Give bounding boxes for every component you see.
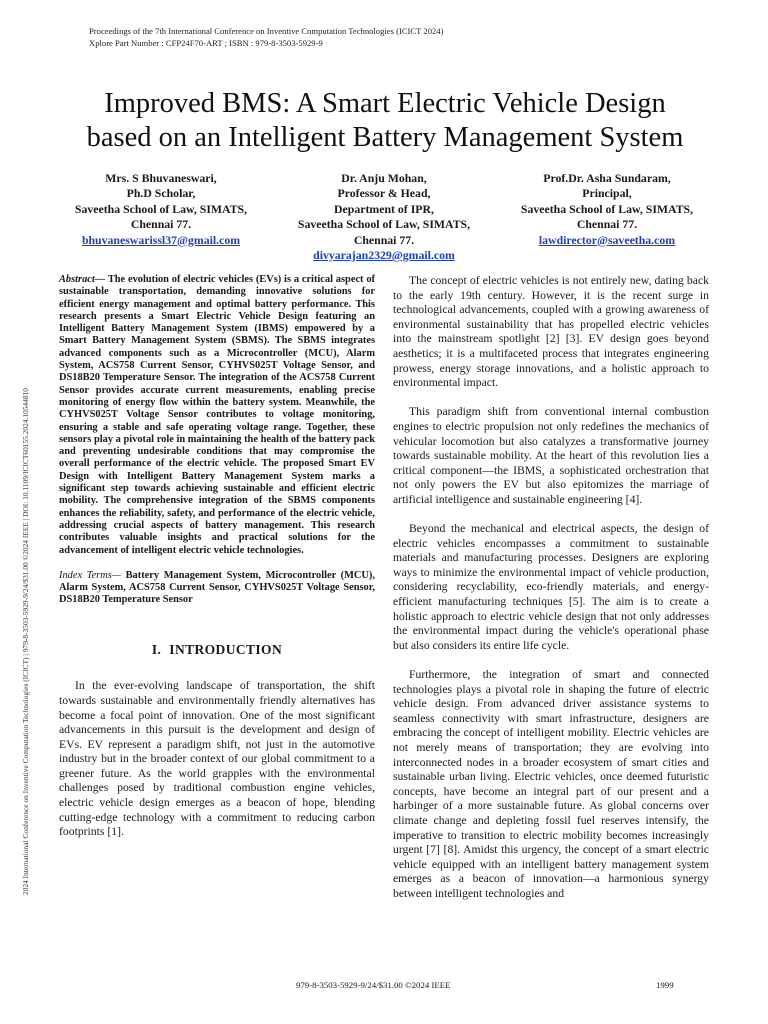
left-column [59, 274, 375, 854]
author-city: Chennai 77. [353, 232, 415, 247]
index-terms [59, 570, 375, 607]
author-email-link[interactable]: divyarajan2329@gmail.com [313, 248, 455, 263]
abstract-text: The evolution of electric vehicles (EVs) is a critical aspect of sustainable transportation, demanding innovative solutions for efficient energy management and optimal battery performance. This research presents a Smart Electric Vehicle Design featuring an Intelligent Battery Management System (IBMS) empowered by a Smart Battery Management System (SBMS). The SBMS integrates advanced components such as a Microcontroller (MCU), Alarm System, ACS758 Current Sensor, CYHVS025T Voltage Sensor, and DS18B20 Temperature Sensor. The integration of the ACS758 Current Sensor provides accurate current measurements, enabling precise monitoring of energy flow within the battery system. Meanwhile, the CYHVS025T Voltage Sensor contributes to voltage monitoring, ensuring a stable and safe operating voltage range. Together, these sensors play a pivotal role in maintaining the health of the battery pack and preventing undesirable conditions that may compromise the overall performance of the electric vehicle. The proposed Smart EV Design with Intelligent Battery Management System marks a significant step towards achieving sustainable and efficient electric mobility. The comprehensive integration of the SBMS components enhances the reliability, safety, and performance of the electric vehicle, addressing crucial aspects of battery management. This research contributes valuable insights and practical solutions for the advancement of intelligent electric vehicle technologies. [59, 274, 375, 556]
section-heading-introduction [59, 643, 375, 658]
section-title: INTRODUCTION [169, 641, 283, 657]
proceedings-line: Proceedings of the 7th International Conference on Inventive Computation Technologies (ICICT 2024) [89, 26, 444, 36]
body-paragraph-1: The concept of electric vehicles is not entirely new, dating back to the early 19th century. However, it is the recent surge in technological advancements, coupled with a growing awareness of environmental sustainability that has propelled electric vehicles into the mainstream spotlight [2] [3]. EV design goes beyond aesthetics; it is a multifaceted process that integrates engineering prowess, energy storage innovations, and a holistic approach to environmental impact. [393, 274, 709, 390]
author-block-3 [492, 171, 722, 248]
index-terms-text: Battery Management System, Microcontroller (MCU), Alarm System, ACS758 Current Sensor, CYHVS025T Voltage Sensor, DS18B20 Temperature Sensor [59, 569, 375, 606]
footer-copyright: 979-8-3503-5929-9/24/$31.00 ©2024 IEEE [296, 980, 451, 990]
body-paragraph-3: Beyond the mechanical and electrical aspects, the design of electric vehicles encompasses a commitment to sustainable materials and manufacturing processes. Designers are exploring ways to minimize the environmental impact of vehicle production, considering recyclability, eco-friendly materials, and energy-efficient manufacturing techniques [5]. The aim is to create a holistic approach to electric vehicle design that not only addresses the environmental impact during the vehicle's operational phase but also considers its entire life cycle. [393, 522, 709, 652]
body-paragraph-2: This paradigm shift from conventional internal combustion engines to electric propulsion not only redefines the mechanics of vehicular locomotion but also catalyzes a transformative journey towards sustainable mobility. At the heart of this revolution lies a critical component—the IBMS, a sophisticated orchestration that not only powers the EV but also epitomizes the marriage of artificial intelligence and sustainable engineering [4]. [393, 405, 709, 506]
author-email-link[interactable]: lawdirector@saveetha.com [538, 232, 676, 247]
author-affiliation: Saveetha School of Law, SIMATS, [74, 201, 248, 216]
author-block-1 [46, 171, 276, 248]
right-column [393, 274, 709, 916]
author-role: Professor & Head, [337, 186, 431, 201]
author-city: Chennai 77. [576, 217, 638, 232]
xplore-line: Xplore Part Number : CFP24F70-ART ; ISBN : 979-8-3503-5929-9 [89, 38, 323, 48]
author-department: Department of IPR, [334, 201, 434, 216]
section-number: I. [151, 641, 162, 657]
paper-title [40, 87, 730, 155]
author-email-link[interactable]: bhuvaneswarissl37@gmail.com [81, 232, 241, 247]
side-margin-citation: 2024 International Conference on Inventive Computation Technologies (ICICT) | 979-8-3503-5929-9/24/$31.00 ©2024 IEEE | DOI: 10.1109/ICICT60155.2024.10544810 [21, 388, 30, 895]
proceedings-header [89, 25, 689, 49]
abstract-lead: Abstract— [59, 274, 106, 285]
author-affiliation: Saveetha School of Law, SIMATS, [297, 217, 471, 232]
title-line-2: based on an Intelligent Battery Management System [86, 122, 684, 153]
author-name: Mrs. S Bhuvaneswari, [105, 171, 217, 185]
author-city: Chennai 77. [130, 217, 192, 232]
author-role: Ph.D Scholar, [126, 186, 196, 201]
abstract [59, 274, 375, 557]
page-number: 1999 [656, 980, 674, 990]
author-name: Dr. Anju Mohan, [341, 171, 427, 185]
intro-paragraph-1: In the ever-evolving landscape of transportation, the shift towards sustainable and environmentally friendly alternatives has become a focal point of innovation. One of the most significant advancements in this pursuit is the development and design of EVs. EV represent a paradigm shift, not just in the automotive industry but in the broader context of our global commitment to a greener future. As the world grapples with the environmental challenges posed by traditional combustion engine vehicles, electric vehicle design emerges as a beacon of hope, blending cutting-edge technology with a commitment to reducing carbon footprints [1]. [59, 679, 375, 839]
author-name: Prof.Dr. Asha Sundaram, [543, 171, 671, 185]
author-role: Principal, [582, 186, 632, 201]
title-line-1: Improved BMS: A Smart Electric Vehicle Design [104, 88, 666, 119]
index-terms-lead: Index Terms— [59, 569, 121, 581]
author-block-2 [269, 171, 499, 263]
author-affiliation: Saveetha School of Law, SIMATS, [520, 201, 694, 216]
body-paragraph-4: Furthermore, the integration of smart and connected technologies plays a pivotal role in shaping the future of electric vehicle design. From advanced driver assistance systems to seamless connectivity with smart infrastructure, designers are embracing the concept of intelligent mobility. Electric vehicles are not merely means of transportation; they are evolving into interconnected nodes in a broader ecosystem of smart cities and sustainable urban living. Electric vehicles, once deemed futuristic concepts, have become an integral part of our present and a harbinger of a more sustainable future. As global concerns over climate change and depleting fossil fuel reserves intensify, the imperative to transition to electric mobility becomes increasingly urgent [7] [8]. Amidst this urgency, the concept of a smart electric vehicle equipped with an intelligent battery management system emerges as a beacon of innovation—a harmonious synergy between intelligent technologies and [393, 668, 709, 900]
